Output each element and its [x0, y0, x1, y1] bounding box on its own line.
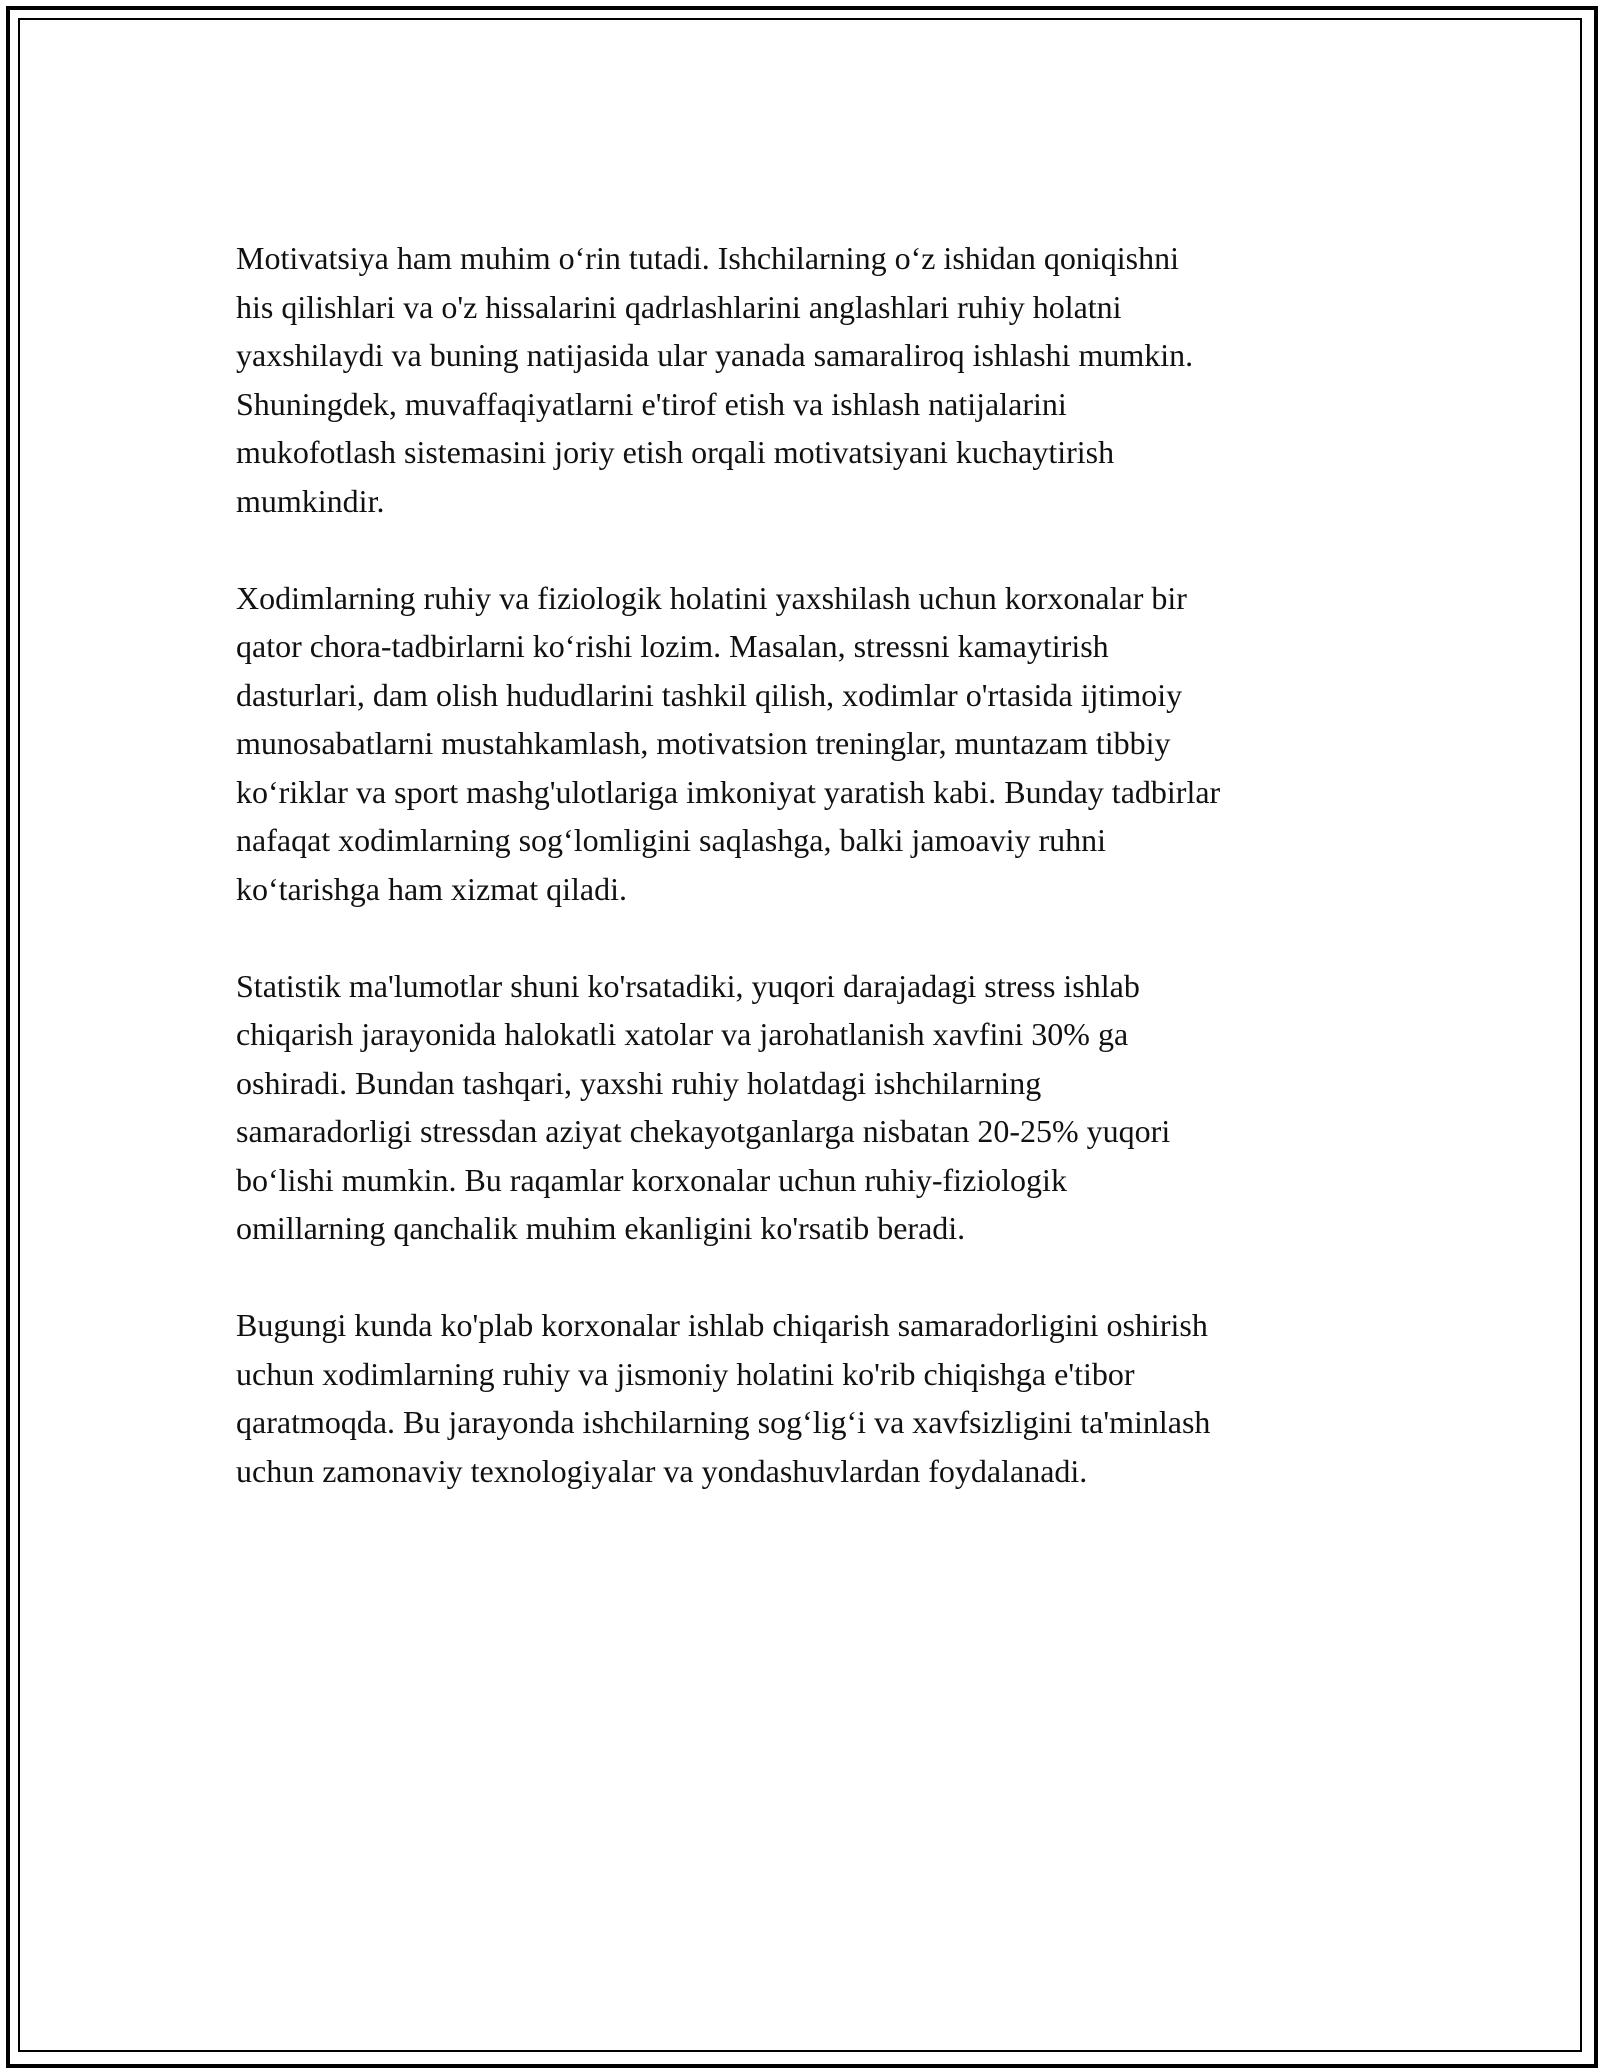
document-body	[236, 234, 1376, 1544]
paragraph-statistics: Statistik ma'lumotlar shuni ko'rsatadiki, yuqori darajadagi stress ishlab chiqarish jarayonida halokatli xatolar va jarohatlanish xavfini 30% ga oshiradi. Bundan tashqari, yaxshi ruhiy holatdagi ishchilarning samaradorligi stressdan aziyat chekayotganlarga nisbatan 20-25% yuqori bo‘lishi mumkin. Bu raqamlar korxonalar uchun ruhiy-fiziologik omillarning qanchalik muhim ekanligini ko'rsatib beradi.	[236, 967, 1171, 1246]
paragraph-measures: Xodimlarning ruhiy va fiziologik holatini yaxshilash uchun korxonalar bir qator chora-tadbirlarni ko‘rishi lozim. Masalan, stressni kamaytirish dasturlari, dam olish hududlarini tashkil qilish, xodimlar o'rtasida ijtimoiy munosabatlarni mustahkamlash, motivatsion treninglar, muntazam tibbiy ko‘riklar va sport mashg'ulotlariga imkoniyat yaratish kabi. Bunday tadbirlar nafaqat xodimlarning sog‘lomligini saqlashga, balki jamoaviy ruhni ko‘tarishga ham xizmat qiladi.	[236, 579, 1221, 907]
paragraph-modern-approaches: Bugungi kunda ko'plab korxonalar ishlab chiqarish samaradorligini oshirish uchun xodimlarning ruhiy va jismoniy holatini ko'rib chiqishga e'tibor qaratmoqda. Bu jarayonda ishchilarning sog‘lig‘i va xavfsizligini ta'minlash uchun zamonaviy texnologiyalar va yondashuvlardan foydalanadi.	[236, 1307, 1211, 1489]
paragraph-motivation: Motivatsiya ham muhim o‘rin tutadi. Ishchilarning o‘z ishidan qoniqishni his qilishlari va o'z hissalarini qadrlashlarini anglashlari ruhiy holatni yaxshilaydi va buning natijasida ular yanada samaraliroq ishlashi mumkin. Shuningdek, muvaffaqiyatlarni e'tirof etish va ishlash natijalarini mukofotlash sistemasini joriy etish orqali motivatsiyani kuchaytirish mumkindir.	[236, 240, 1194, 519]
